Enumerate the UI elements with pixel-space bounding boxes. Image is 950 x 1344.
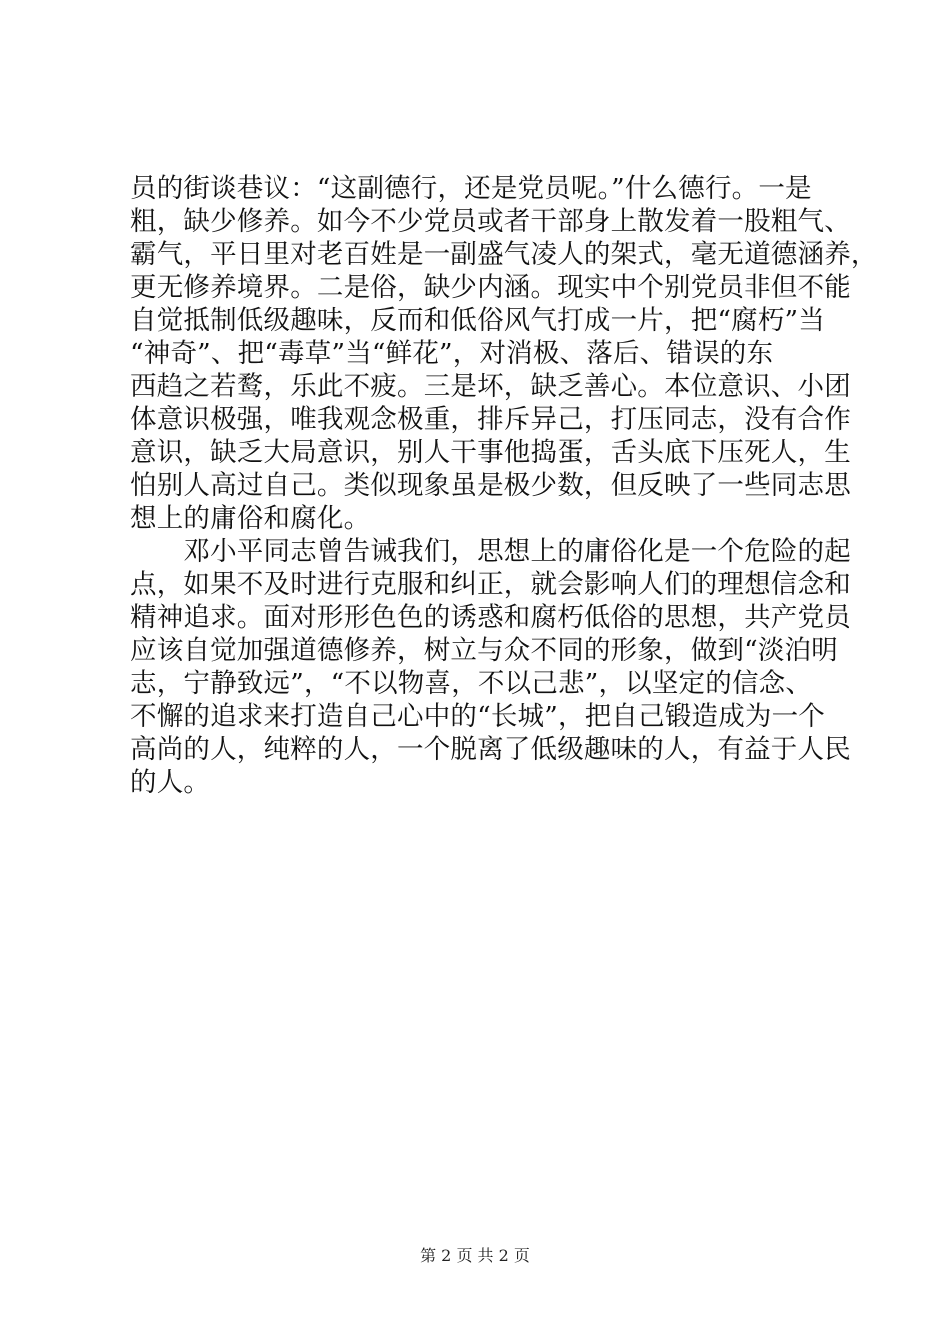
text-line: 志，宁静致远”，“不以物喜，不以己悲”，以坚定的信念、 [130,668,813,699]
text-line: 邓小平同志曾告诫我们，思想上的庸俗化是一个危险的起 [130,536,851,567]
text-line: 西趋之若鹜，乐此不疲。三是坏，缺乏善心。本位意识、小团 [130,371,851,402]
text-line: 粗，缺少修养。如今不少党员或者干部身上散发着一股粗气、 [130,206,851,237]
text-line: 不懈的追求来打造自己心中的“长城”，把自己锻造成为一个 [130,701,825,732]
paragraph-2 [130,535,851,799]
text-line: 怕别人高过自己。类似现象虽是极少数，但反映了一些同志思 [130,470,851,501]
text-line: 意识，缺乏大局意识，别人干事他捣蛋，舌头底下压死人，生 [130,437,851,468]
paragraph-1 [130,172,878,535]
page-footer [0,1246,950,1266]
text-line: 的人。 [130,767,211,798]
text-line: 体意识极强，唯我观念极重，排斥异己，打压同志，没有合作 [130,404,851,435]
text-line: 员的街谈巷议：“这副德行，还是党员呢。”什么德行。一是 [130,173,812,204]
text-line: 点，如果不及时进行克服和纠正，就会影响人们的理想信念和 [130,569,851,600]
text-line: 高尚的人，纯粹的人，一个脱离了低级趣味的人，有益于人民 [130,734,851,765]
text-line: 想上的庸俗和腐化。 [130,503,371,534]
text-line: 霸气，平日里对老百姓是一副盛气凌人的架式，毫无道德涵养， [130,239,878,270]
text-line: “神奇”、把“毒草”当“鲜花”，对消极、落后、错误的东 [130,338,774,369]
text-line: 更无修养境界。二是俗，缺少内涵。现实中个别党员非但不能 [130,272,851,303]
text-line: 精神追求。面对形形色色的诱惑和腐朽低俗的思想，共产党员 [130,602,851,633]
document-body [130,172,878,799]
text-line: 应该自觉加强道德修养，树立与众不同的形象，做到“淡泊明 [130,635,838,666]
text-line: 自觉抵制低级趣味，反而和低俗风气打成一片，把“腐朽”当 [130,305,825,336]
page-number-label: 第 2 页 共 2 页 [420,1246,530,1265]
